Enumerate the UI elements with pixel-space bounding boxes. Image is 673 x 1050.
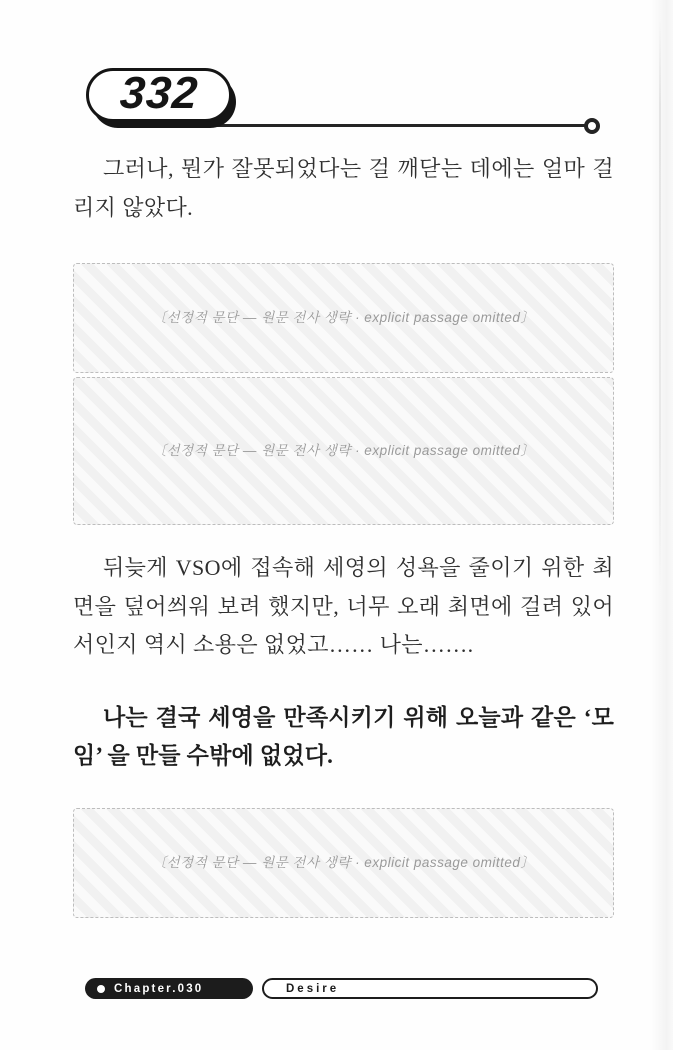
paragraph: 그러나, 뭔가 잘못되었다는 걸 깨닫는 데에는 얼마 걸리지 않았다. [73,156,614,220]
book-title-label: Desire [286,982,340,995]
header-rule-line [205,124,591,127]
page-number: 332 [118,67,201,118]
emphasized-paragraph: 나는 결국 세영을 만족시키기 위해 오늘과 같은 ‘모임’ 을 만들 수밖에 없었다. [73,705,614,768]
header-rule-end-ring-icon [584,118,600,134]
chapter-badge [85,978,253,999]
page-number-badge [86,68,232,122]
bullet-dot-icon [97,985,105,993]
book-title-badge [262,978,598,999]
chapter-label: Chapter.030 [114,982,204,995]
redacted-paragraph: 〔선정적 문단 — 원문 전사 생략 · explicit passage omitted〕 [73,377,614,525]
redacted-paragraph: 〔선정적 문단 — 원문 전사 생략 · explicit passage omitted〕 [73,808,614,918]
page-edge-shadow [651,0,673,1050]
redacted-paragraph: 〔선정적 문단 — 원문 전사 생략 · explicit passage omitted〕 [73,263,614,373]
paragraph: 뒤늦게 VSO에 접속해 세영의 성욕을 줄이기 위한 최면을 덮어씌워 보려 했지만, 너무 오래 최면에 걸려 있어서인지 역시 소용은 없었고…… 나는……. [73,555,614,657]
page-edge-line [659,20,661,590]
